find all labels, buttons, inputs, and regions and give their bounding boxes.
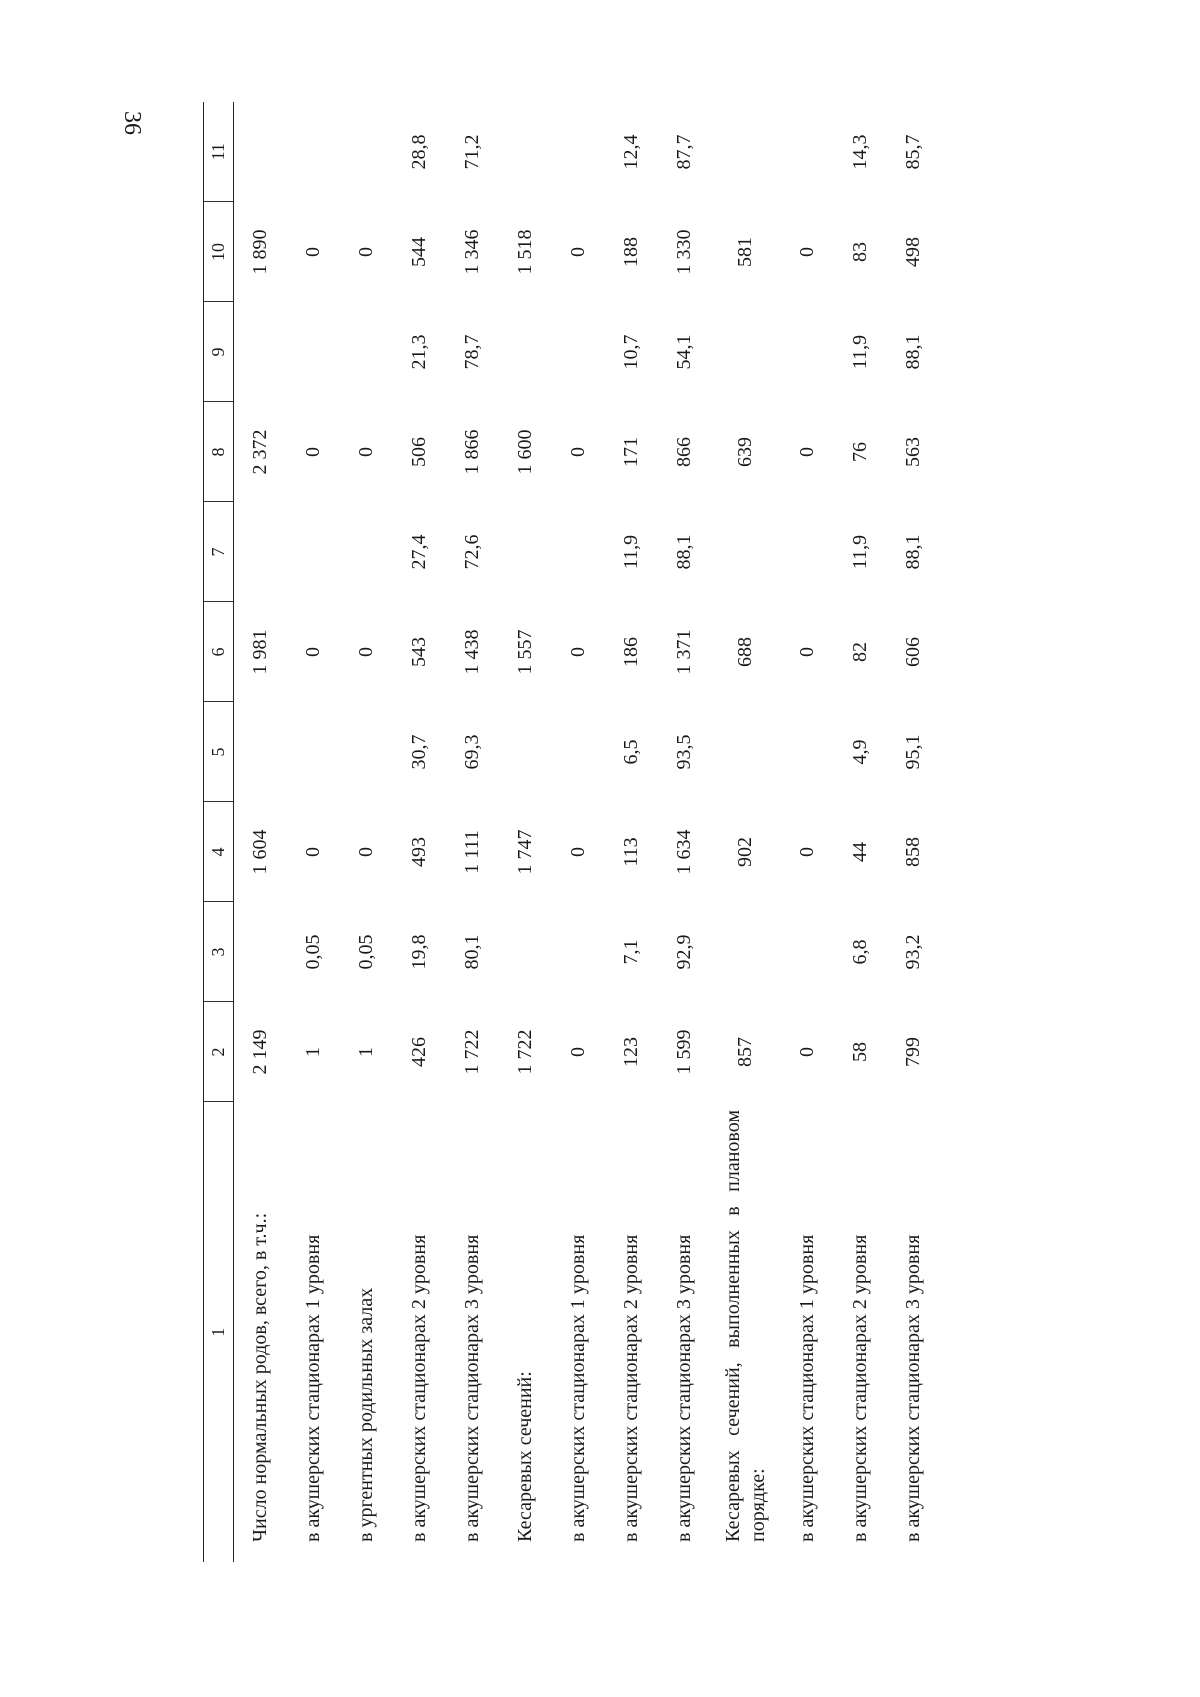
table-cell: 11,9 [848,334,871,370]
table-cell: 123 [619,1037,642,1067]
table-cell: 1 [354,1047,377,1057]
column-header: 11 [204,102,234,202]
table-cell: 58 [848,1042,871,1062]
table-cell: 858 [901,837,924,867]
table-cell: 1 599 [672,1029,695,1075]
row-label: в акушерских стационарах 2 уровня [407,1234,430,1542]
table-cell: 27,4 [407,534,430,570]
table-cell: 21,3 [407,334,430,370]
table-cell [499,502,552,602]
table-cell: 493 [407,837,430,867]
table-cell: 1 371 [672,629,695,675]
table-cell: 1 330 [672,229,695,275]
table-cell: 88,1 [672,534,695,570]
table-cell: 1 600 [513,429,536,475]
table-cell [234,502,287,602]
table-cell: 0 [566,647,589,657]
table-cell: 12,4 [619,134,642,170]
table-cell [287,502,340,602]
table-row [234,102,287,1562]
table-cell [552,902,605,1002]
table-cell: 1 747 [513,829,536,875]
table-cell: 6,8 [848,939,871,965]
table-row [781,102,834,1562]
table-cell [499,902,552,1002]
row-label: в акушерских стационарах 2 уровня [848,1234,871,1542]
row-label: в акушерских стационарах 3 уровня [672,1234,695,1542]
table-cell: 0 [566,1047,589,1057]
table-row [287,102,340,1562]
table-cell: 0 [795,447,818,457]
column-header: 3 [204,902,234,1002]
table-cell [781,702,834,802]
table-cell: 19,8 [407,934,430,970]
table-row [393,102,446,1562]
row-label: в ургентных родильных залах [354,1287,377,1542]
column-header: 5 [204,702,234,802]
table-cell: 543 [407,637,430,667]
header-row [204,102,234,1562]
table-cell: 1 890 [248,229,271,275]
table-cell: 82 [848,642,871,662]
table-cell: 866 [672,437,695,467]
table-cell [711,102,781,202]
table-row [658,102,711,1562]
table-cell: 506 [407,437,430,467]
table-cell: 1 111 [460,830,483,874]
table-cell: 544 [407,237,430,267]
table-cell: 30,7 [407,734,430,770]
table-cell [781,902,834,1002]
table-cell: 799 [901,1037,924,1067]
table-row [834,102,887,1562]
row-label: в акушерских стационарах 3 уровня [460,1234,483,1542]
table-cell: 688 [734,637,756,667]
table-cell [340,702,393,802]
table-cell [234,902,287,1002]
table-cell: 87,7 [672,134,695,170]
table-cell [711,502,781,602]
table-cell: 0 [354,847,377,857]
row-label: в акушерских стационарах 1 уровня [795,1234,818,1542]
table-cell: 92,9 [672,934,695,970]
table-cell: 2 372 [248,429,271,475]
table-cell: 78,7 [460,334,483,370]
table-cell: 0 [566,247,589,257]
table-cell [781,302,834,402]
table-row [605,102,658,1562]
table-cell [711,902,781,1002]
table-cell: 857 [734,1037,756,1067]
table-cell: 72,6 [460,534,483,570]
table-cell [340,502,393,602]
table-cell: 10,7 [619,334,642,370]
table-cell: 0 [566,847,589,857]
table-row [711,102,781,1562]
column-header: 9 [204,302,234,402]
table-cell: 95,1 [901,734,924,770]
rotated-table-container [203,102,973,1562]
table-cell: 1 866 [460,429,483,475]
table-cell [552,102,605,202]
table-cell: 69,3 [460,734,483,770]
table-cell: 0,05 [301,934,324,970]
table-cell [234,702,287,802]
table-cell [781,502,834,602]
table-cell: 581 [734,237,756,267]
table-cell: 0 [795,647,818,657]
table-cell: 1 557 [513,629,536,675]
table-cell: 0 [566,447,589,457]
table-row [446,102,499,1562]
table-cell: 6,5 [619,739,642,765]
table-cell [340,102,393,202]
table-cell: 4,9 [848,739,871,765]
column-header: 7 [204,502,234,602]
table-cell: 71,2 [460,134,483,170]
table-cell: 0 [301,447,324,457]
column-header: 2 [204,1002,234,1102]
table-cell: 93,2 [901,934,924,970]
table-cell: 93,5 [672,734,695,770]
table-cell: 28,8 [407,134,430,170]
table-cell: 498 [901,237,924,267]
table-cell [552,702,605,802]
table-cell: 113 [619,837,642,867]
table-cell [499,102,552,202]
table-cell [711,702,781,802]
table-row [499,102,552,1562]
row-label: Число нормальных родов, всего, в т.ч.: [248,1212,271,1542]
table-cell: 0 [354,647,377,657]
table-cell: 563 [901,437,924,467]
table-cell: 85,7 [901,134,924,170]
table-body [234,102,940,1562]
table-cell [234,102,287,202]
column-header: 1 [204,1102,234,1562]
row-label: в акушерских стационарах 1 уровня [301,1234,324,1542]
table-row [887,102,940,1562]
table-cell: 80,1 [460,934,483,970]
column-header: 4 [204,802,234,902]
table-cell: 1 604 [248,829,271,875]
table-cell: 0,05 [354,934,377,970]
page-number: 36 [119,111,146,135]
table-cell: 1 518 [513,229,536,275]
table-cell: 11,9 [619,534,642,570]
table-cell [552,302,605,402]
table-cell [287,302,340,402]
table-cell: 606 [901,637,924,667]
table-cell: 0 [301,847,324,857]
table-cell: 1 438 [460,629,483,675]
table-cell: 186 [619,637,642,667]
table-cell: 76 [848,442,871,462]
table-cell: 1 722 [513,1029,536,1075]
statistics-table [203,102,940,1562]
table-cell: 639 [734,437,756,467]
table-cell: 1 722 [460,1029,483,1075]
table-row [340,102,393,1562]
table-cell: 171 [619,437,642,467]
table-cell [287,702,340,802]
row-label: в акушерских стационарах 2 уровня [619,1234,642,1542]
table-cell: 1 981 [248,629,271,675]
table-cell: 0 [301,647,324,657]
table-cell [499,302,552,402]
table-cell: 0 [795,847,818,857]
table-cell: 0 [795,247,818,257]
table-cell [287,102,340,202]
column-header: 8 [204,402,234,502]
table-cell: 188 [619,237,642,267]
row-label: в акушерских стационарах 3 уровня [901,1234,924,1542]
table-row [552,102,605,1562]
row-label: в акушерских стационарах 1 уровня [566,1234,589,1542]
table-cell: 54,1 [672,334,695,370]
table-cell: 1 634 [672,829,695,875]
table-cell: 1 [301,1047,324,1057]
table-cell: 0 [354,447,377,457]
column-header: 10 [204,202,234,302]
table-cell: 44 [848,842,871,862]
row-label: Кесаревых сечений: [513,1371,536,1542]
column-header: 6 [204,602,234,702]
table-cell: 14,3 [848,134,871,170]
table-cell: 426 [407,1037,430,1067]
table-cell: 902 [734,837,756,867]
table-cell: 1 346 [460,229,483,275]
table-cell: 7,1 [619,939,642,965]
table-cell: 11,9 [848,534,871,570]
table-cell: 0 [301,247,324,257]
table-cell: 0 [354,247,377,257]
table-cell: 88,1 [901,334,924,370]
table-cell [234,302,287,402]
table-cell [340,302,393,402]
table-cell [781,102,834,202]
table-cell [552,502,605,602]
row-label: Кесаревых сечений, выполненных в плановом порядке: [721,1110,769,1542]
table-cell: 0 [795,1047,818,1057]
table-cell: 88,1 [901,534,924,570]
table-cell: 2 149 [248,1029,271,1075]
table-cell [499,702,552,802]
table-cell [711,302,781,402]
table-cell: 83 [848,242,871,262]
